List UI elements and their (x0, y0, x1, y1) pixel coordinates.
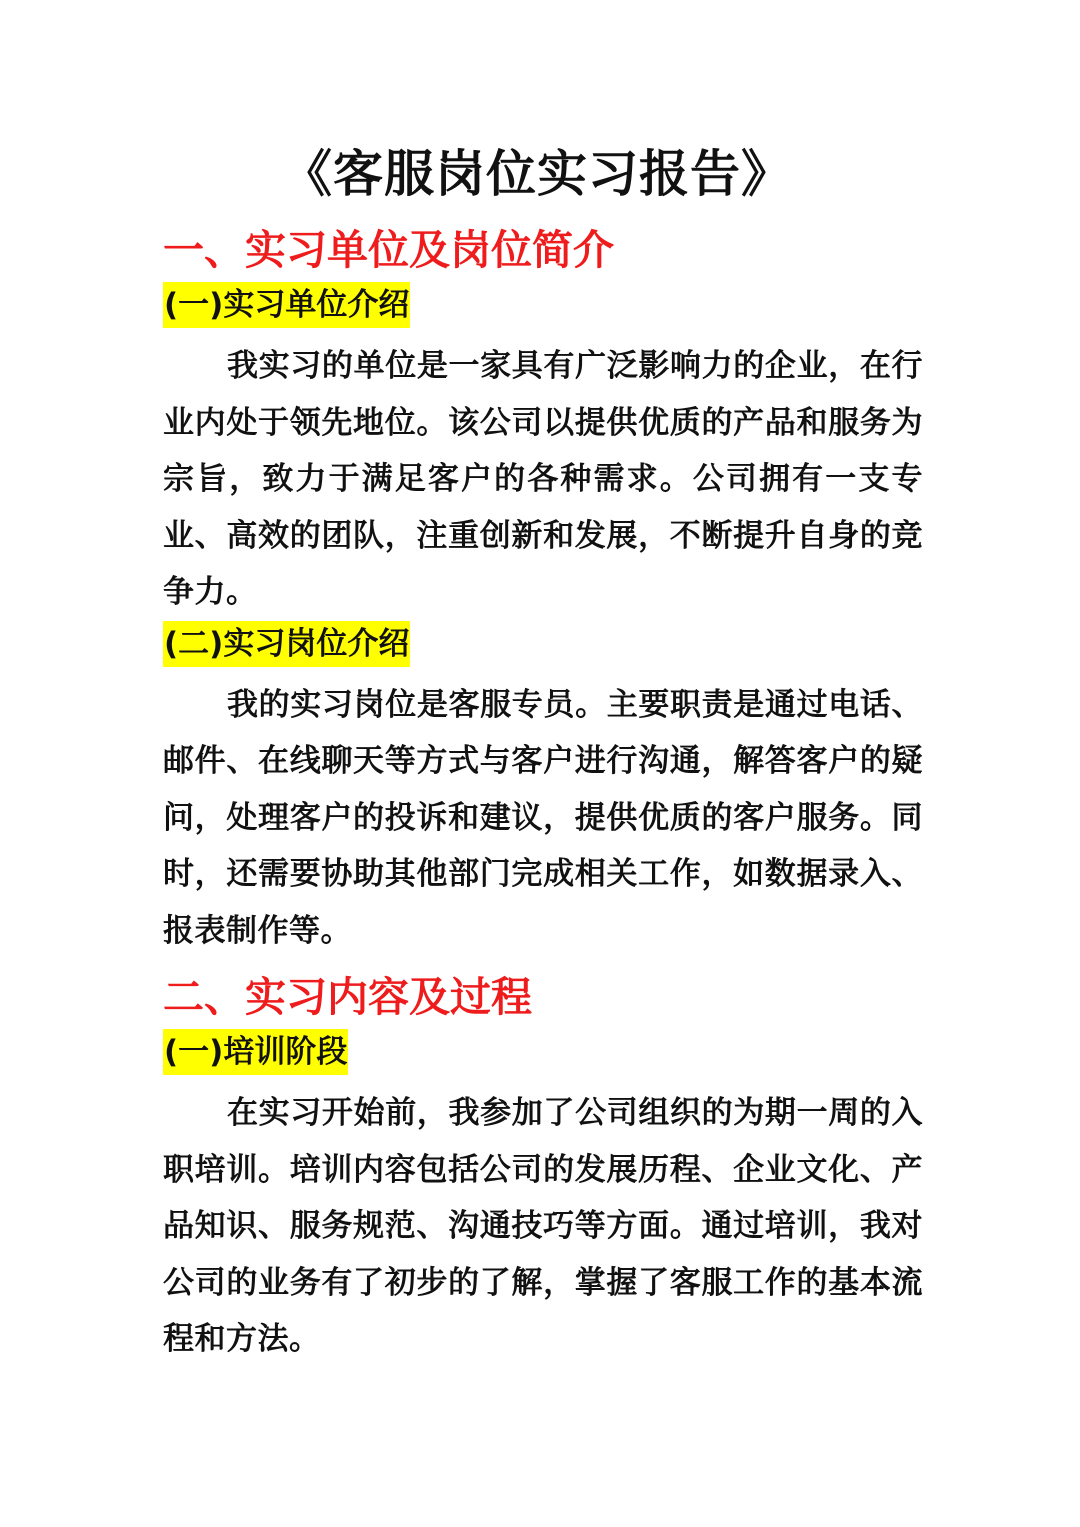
highlighted-subheading-text: (一)培训阶段 (163, 1029, 348, 1075)
paragraph-training: 在实习开始前，我参加了公司组织的为期一周的入职培训。培训内容包括公司的发展历程、企业文化、产品知识、服务规范、沟通技巧等方面。通过培训，我对公司的业务有了初步的了解，掌握了客服工作的基本流程和方法。 (163, 1095, 923, 1357)
paragraph-company-intro: 我实习的单位是一家具有广泛影响力的企业，在行业内处于领先地位。该公司以提供优质的产品和服务为宗旨，致力于满足客户的各种需求。公司拥有一支专业、高效的团队，注重创新和发展，不断提升自身的竞争力。 (163, 348, 923, 610)
document-title: 《客服岗位实习报告》 (282, 145, 792, 203)
highlighted-subheading-text: (二)实习岗位介绍 (163, 621, 410, 667)
subsection-heading-training (163, 1029, 923, 1085)
paragraph-position-intro: 我的实习岗位是客服专员。主要职责是通过电话、邮件、在线聊天等方式与客户进行沟通，解答客户的疑问，处理客户的投诉和建议，提供优质的客户服务。同时，还需要协助其他部门完成相关工作，如数据录入、报表制作等。 (163, 686, 923, 949)
document-page (163, 138, 923, 1368)
section-heading-2: 二、实习内容及过程 (163, 973, 532, 1021)
subsection-heading-position-intro (163, 621, 923, 677)
section-heading-1: 一、实习单位及岗位简介 (163, 226, 614, 274)
subsection-heading-company-intro (163, 282, 923, 338)
highlighted-subheading-text: (一)实习单位介绍 (163, 282, 410, 328)
